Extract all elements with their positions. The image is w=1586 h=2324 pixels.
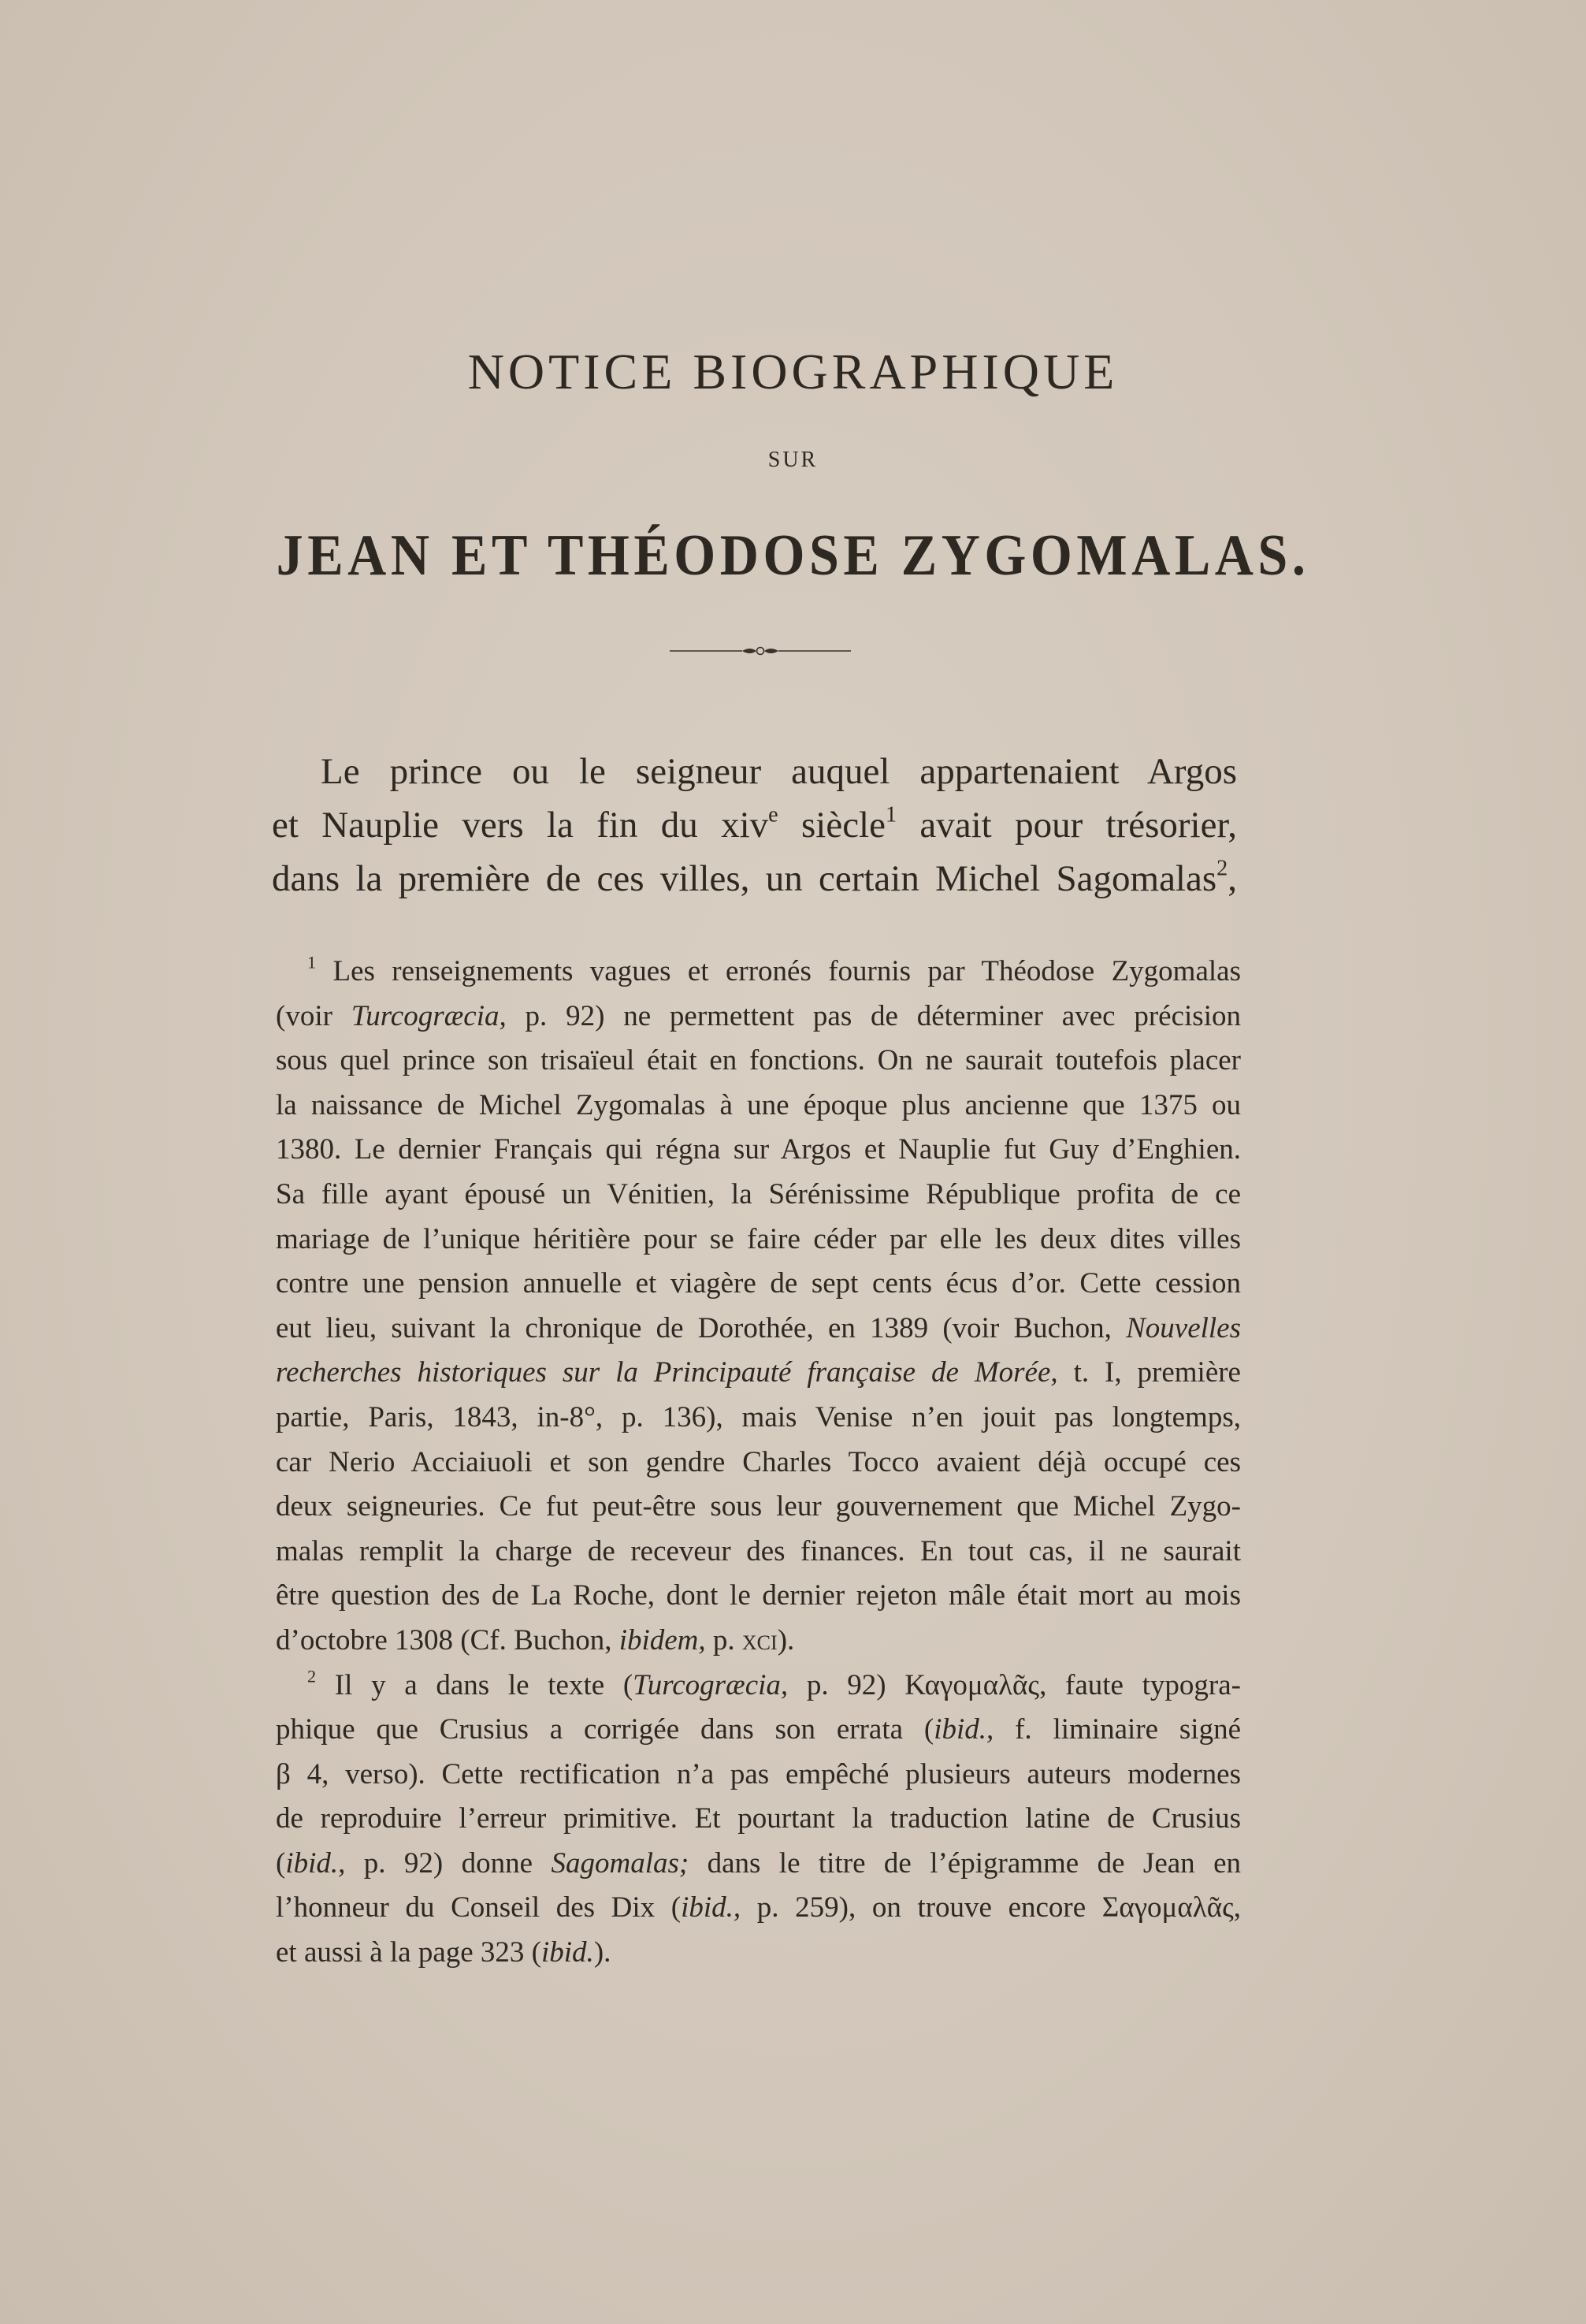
footnotes — [276, 950, 1241, 1976]
footnote-2: $^2$ Il y a dans le texte (Turcogræcia, p. 92) Καγομαλᾶς, faute typogra- — [307, 1665, 1241, 1701]
footnote-ref: 1 — [885, 802, 897, 827]
footnote-line: et aussi à la page 323 (ibid.). — [276, 1936, 611, 1969]
footnote-line: sous quel prince son trisaïeul était en fonctions. On ne saurait toutefois placer — [276, 1044, 1241, 1077]
footnote-line: contre une pension annuelle et viagère de sept cents écus d’or. Cette cession — [276, 1267, 1241, 1300]
footnote-line: phique que Crusius a corrigée dans son errata (ibid., f. liminaire signé — [276, 1713, 1241, 1746]
footnote-line: d’octobre 1308 (Cf. Buchon, ibidem, p. xci). — [276, 1623, 795, 1657]
footnote-line: l’honneur du Conseil des Dix (ibid., p. 259), on trouve encore Σαγομαλᾶς, — [276, 1891, 1241, 1924]
main-paragraph — [272, 745, 1237, 905]
title-connector: SUR — [767, 448, 819, 472]
footnote-line: recherches historiques sur la Principauté française de Morée, t. I, première — [276, 1356, 1241, 1389]
footnote-line: deux seigneuries. Ce fut peut-être sous leur gouvernement que Michel Zygo- — [276, 1490, 1241, 1523]
footnote-line: β 4, verso). Cette rectification n’a pas empêché plusieurs auteurs modernes — [276, 1757, 1241, 1790]
ornament-divider-icon — [670, 640, 851, 662]
footnote-line: (voir Turcogræcia, p. 92) ne permettent pas de déterminer avec précision — [276, 999, 1241, 1032]
paragraph-line: dans la première de ces villes, un certain Michel Sagomalas$^2$, — [272, 856, 1237, 899]
footnote-line: eut lieu, suivant la chronique de Dorothée, en 1389 (voir Buchon, Nouvelles — [276, 1311, 1241, 1344]
footnote-1: $^1$ Les renseignements vagues et erronés fournis par Théodose Zygomalas — [307, 952, 1241, 987]
page-title: NOTICE BIOGRAPHIQUE — [467, 344, 1119, 400]
footnote-line: (ibid., p. 92) donne Sagomalas; dans le titre de l’épigramme de Jean en — [276, 1846, 1241, 1880]
footnote-ref: 2 — [1216, 856, 1228, 881]
paragraph-line: et Nauplie vers la fin du xiv$^e$ siècle$^1$ avait pour trésorier, — [272, 802, 1237, 846]
footnote-line: malas remplit la charge de receveur des finances. En tout cas, il ne saurait — [276, 1534, 1241, 1567]
footnote-line: la naissance de Michel Zygomalas à une époque plus ancienne que 1375 ou — [276, 1088, 1241, 1121]
footnote-line: partie, Paris, 1843, in-8°, p. 136), mais Venise n’en jouit pas longtemps, — [276, 1400, 1241, 1433]
footnote-line: Sa fille ayant épousé un Vénitien, la Sérénissime République profita de ce — [276, 1177, 1241, 1210]
footnote-line: 1380. Le dernier Français qui régna sur Argos et Nauplie fut Guy d’Enghien. — [276, 1133, 1241, 1166]
footnote-line: être question des de La Roche, dont le dernier rejeton mâle était mort au mois — [276, 1579, 1241, 1612]
page-subtitle: JEAN ET THÉODOSE ZYGOMALAS. — [276, 523, 1310, 588]
footnote-line: car Nerio Acciaiuoli et son gendre Charles Tocco avaient déjà occupé ces — [276, 1445, 1241, 1478]
footnote-line: de reproduire l’erreur primitive. Et pourtant la traduction latine de Crusius — [276, 1802, 1241, 1835]
paragraph-line: Le prince ou le seigneur auquel appartenaient Argos — [321, 751, 1237, 792]
footnote-line: mariage de l’unique héritière pour se faire céder par elle les deux dites villes — [276, 1222, 1241, 1255]
